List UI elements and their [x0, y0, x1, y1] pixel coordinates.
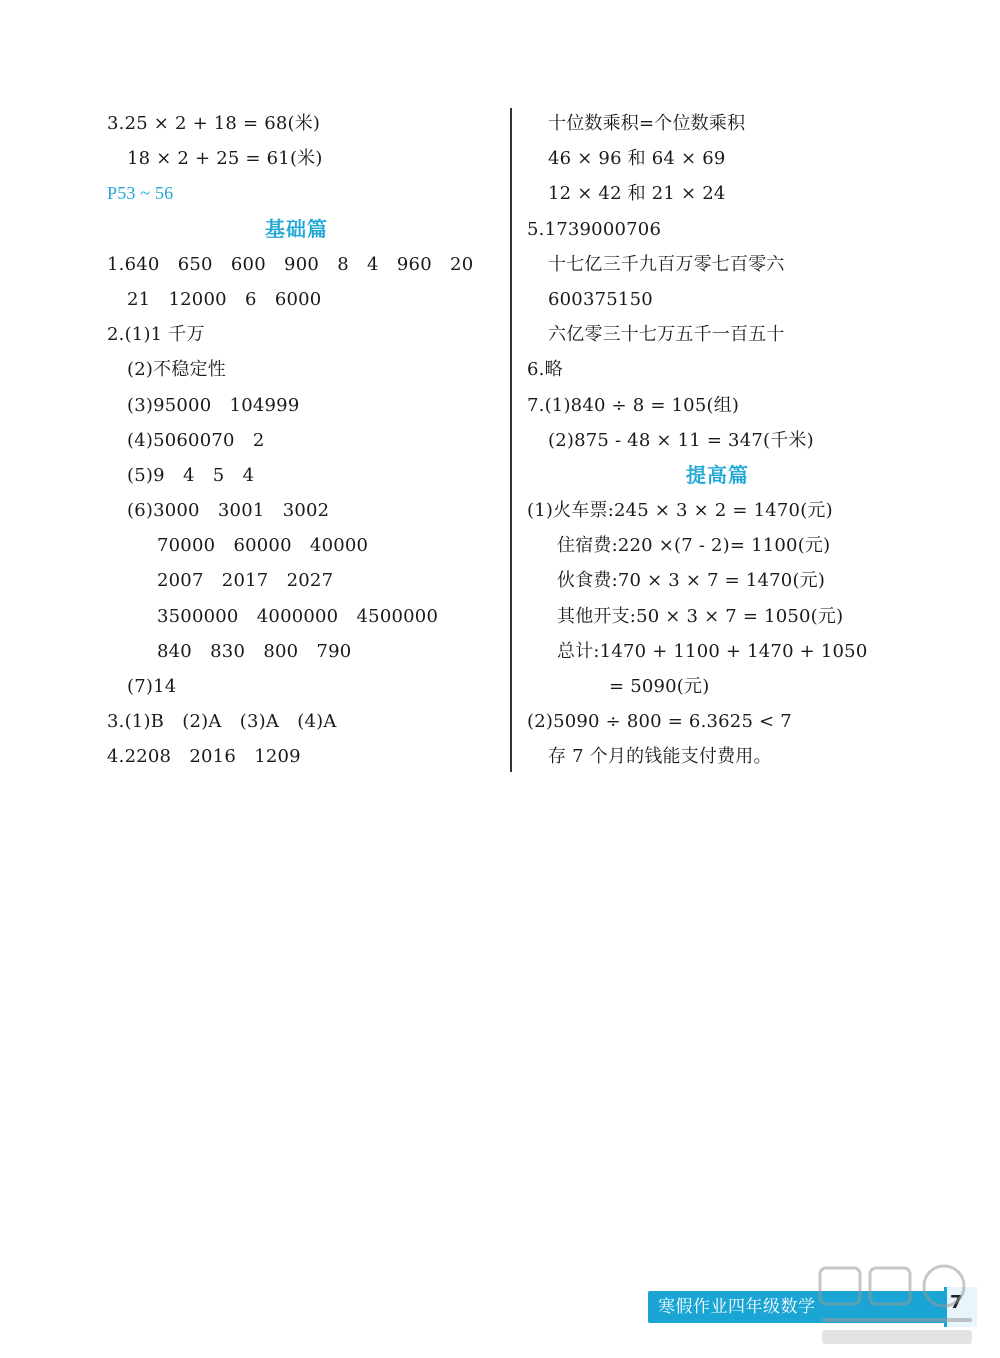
answer-line: 46 × 96 和 64 × 69	[548, 148, 726, 170]
answer-line: (5)9 4 5 4	[127, 464, 255, 486]
column-divider	[510, 108, 512, 772]
answer-line: 存 7 个月的钱能支付费用。	[548, 746, 772, 768]
answer-line: 840 830 800 790	[157, 640, 352, 662]
answer-line: 3500000 4000000 4500000	[157, 605, 439, 627]
answer-line: (1)火车票:245 × 3 × 2 = 1470(元)	[527, 500, 833, 522]
answer-line: 六亿零三十七万五千一百五十	[548, 324, 785, 346]
answer-line: 其他开支:50 × 3 × 7 = 1050(元)	[557, 605, 844, 627]
page-range-label: P53 ~ 56	[107, 183, 174, 204]
answer-line: 2007 2017 2027	[157, 570, 334, 592]
answer-line: (4)5060070 2	[127, 429, 265, 451]
answer-line: 3.25 × 2 + 18 = 68(米)	[107, 113, 321, 134]
answer-line: 7.(1)840 ÷ 8 = 105(组)	[527, 394, 740, 416]
right-column	[527, 106, 967, 775]
answer-line: 5.1739000706	[527, 218, 662, 240]
answer-line: 伙食费:70 × 3 × 7 = 1470(元)	[557, 570, 826, 592]
answer-line: = 5090(元)	[609, 676, 710, 697]
section-heading-basic: 基础篇	[265, 216, 328, 241]
answer-line: 十七亿三千九百万零七百零六	[548, 253, 785, 275]
watermark-logo-icon	[812, 1258, 984, 1350]
answer-line: 600375150	[548, 288, 653, 310]
footer-book-title: 寒假作业四年级数学	[658, 1297, 816, 1317]
answer-line: 住宿费:220 ×(7 - 2)= 1100(元)	[557, 535, 831, 557]
answer-line: 12 × 42 和 21 × 24	[548, 183, 726, 205]
left-column	[107, 106, 497, 775]
answer-line: (2)不稳定性	[127, 359, 226, 381]
answer-line: 2.(1)1 千万	[107, 324, 205, 346]
answer-line: 十位数乘积=个位数乘积	[548, 113, 746, 134]
answer-line: 4.2208 2016 1209	[107, 746, 301, 768]
answer-line: 总计:1470 + 1100 + 1470 + 1050	[557, 640, 868, 662]
answer-line: 70000 60000 40000	[157, 535, 369, 557]
answer-line: 18 × 2 + 25 = 61(米)	[127, 148, 323, 170]
answer-line: (6)3000 3001 3002	[127, 500, 330, 522]
page-number: 7	[950, 1292, 963, 1313]
section-heading-advanced: 提高篇	[686, 462, 749, 487]
answer-line: 21 12000 6 6000	[127, 288, 322, 310]
answer-line: (2)875 - 48 × 11 = 347(千米)	[548, 429, 814, 451]
answer-line: (2)5090 ÷ 800 = 6.3625 < 7	[527, 711, 792, 733]
answer-line: (3)95000 104999	[127, 394, 300, 416]
answer-line: 6.略	[527, 359, 563, 381]
answer-line: 1.640 650 600 900 8 4 960 20	[107, 253, 474, 275]
answer-line: 3.(1)B (2)A (3)A (4)A	[107, 711, 337, 733]
answer-line: (7)14	[127, 676, 177, 697]
